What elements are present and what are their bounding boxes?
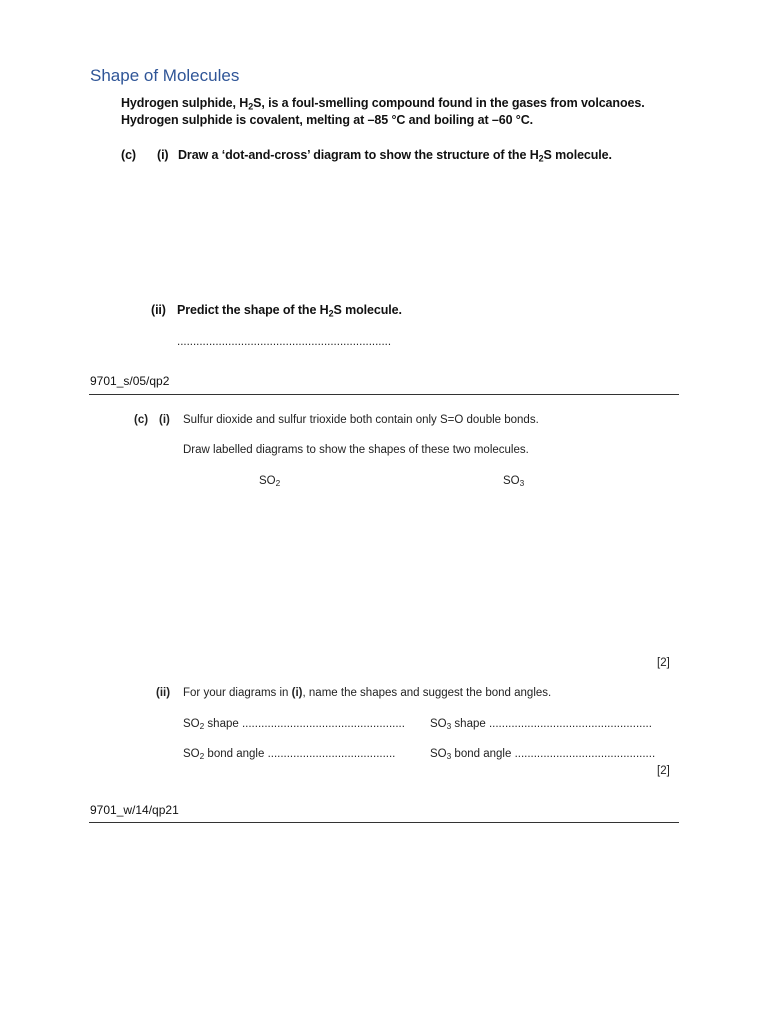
q1-intro-line1 (121, 96, 645, 110)
so3-angle-answer (430, 748, 655, 760)
q1-ci-text-a: Draw a ‘dot-and-cross’ diagram to show the structure of the H (178, 148, 539, 162)
q1-ci-text-b: S molecule. (543, 148, 612, 162)
so3-angle-text: bond angle (451, 748, 512, 760)
q1-part-i-label: (i) (157, 148, 169, 162)
so2-shape-sub: 2 (199, 722, 205, 732)
page-title: Shape of Molecules (90, 66, 240, 85)
divider-2 (89, 822, 679, 823)
q1-part-c-label: (c) (121, 148, 136, 162)
q1-cii-text-b: S molecule. (333, 303, 402, 317)
q1-ci-question (178, 148, 612, 162)
so3-label-text: SO (503, 475, 520, 487)
q1-intro-line2: Hydrogen sulphide is covalent, melting at –85 °C and boiling at –60 °C. (121, 113, 534, 127)
so2-angle-sub: 2 (199, 752, 205, 762)
q1-answer-line: ................................................................... (177, 336, 392, 348)
q2-reference: 9701_w/14/qp21 (90, 803, 179, 817)
q2-part-ii-label: (ii) (156, 687, 171, 699)
so3-diagram-label (503, 475, 524, 487)
q1-intro-line1-sub: 2 (248, 101, 254, 112)
q2-cii-marks: [2] (657, 765, 670, 777)
so2-shape-label: SO (183, 718, 200, 730)
so2-shape-text: shape (204, 718, 239, 730)
q2-part-i-label: (i) (159, 414, 170, 426)
q1-cii-text-a: Predict the shape of the H (177, 303, 329, 317)
so2-diagram-label (259, 475, 280, 487)
q1-cii-question (177, 303, 402, 317)
so2-shape-answer (183, 718, 405, 730)
q2-ci-instruction: Draw labelled diagrams to show the shapes of these two molecules. (183, 444, 529, 456)
so3-shape-sub: 3 (446, 722, 452, 732)
so3-shape-dots: ................................................... (488, 718, 652, 730)
so3-shape-label: SO (430, 718, 447, 730)
divider-1 (89, 394, 679, 395)
so3-angle-sub: 3 (446, 752, 452, 762)
q1-ci-sub: 2 (538, 153, 544, 164)
q2-cii-text-a: For your diagrams in (183, 687, 292, 699)
q1-cii-sub: 2 (328, 308, 334, 319)
q1-part-ii-label: (ii) (151, 303, 166, 317)
q2-ci-text: Sulfur dioxide and sulfur trioxide both contain only S=O double bonds. (183, 414, 539, 426)
so2-angle-answer (183, 748, 395, 760)
so3-angle-label: SO (430, 748, 447, 760)
q2-cii-text-b: , name the shapes and suggest the bond angles. (302, 687, 552, 699)
so2-angle-label: SO (183, 748, 200, 760)
so2-label-text: SO (259, 475, 276, 487)
q2-cii-text-bold: (i) (291, 687, 303, 699)
so2-shape-dots: ................................................... (241, 718, 405, 730)
q1-intro-line1-text-a: Hydrogen sulphide, H (121, 96, 249, 110)
so3-label-sub: 3 (519, 479, 525, 489)
q1-reference: 9701_s/05/qp2 (90, 374, 170, 388)
so2-angle-text: bond angle (204, 748, 265, 760)
so3-shape-answer (430, 718, 652, 730)
so3-shape-text: shape (451, 718, 486, 730)
so2-label-sub: 2 (275, 479, 281, 489)
so3-angle-dots: ............................................ (514, 748, 656, 760)
q2-ci-marks: [2] (657, 657, 670, 669)
so2-angle-dots: ........................................ (267, 748, 396, 760)
q1-intro-line1-text-b: S, is a foul-smelling compound found in the gases from volcanoes. (253, 96, 645, 110)
q2-cii-question (183, 687, 551, 699)
q2-part-c-label: (c) (134, 414, 149, 426)
